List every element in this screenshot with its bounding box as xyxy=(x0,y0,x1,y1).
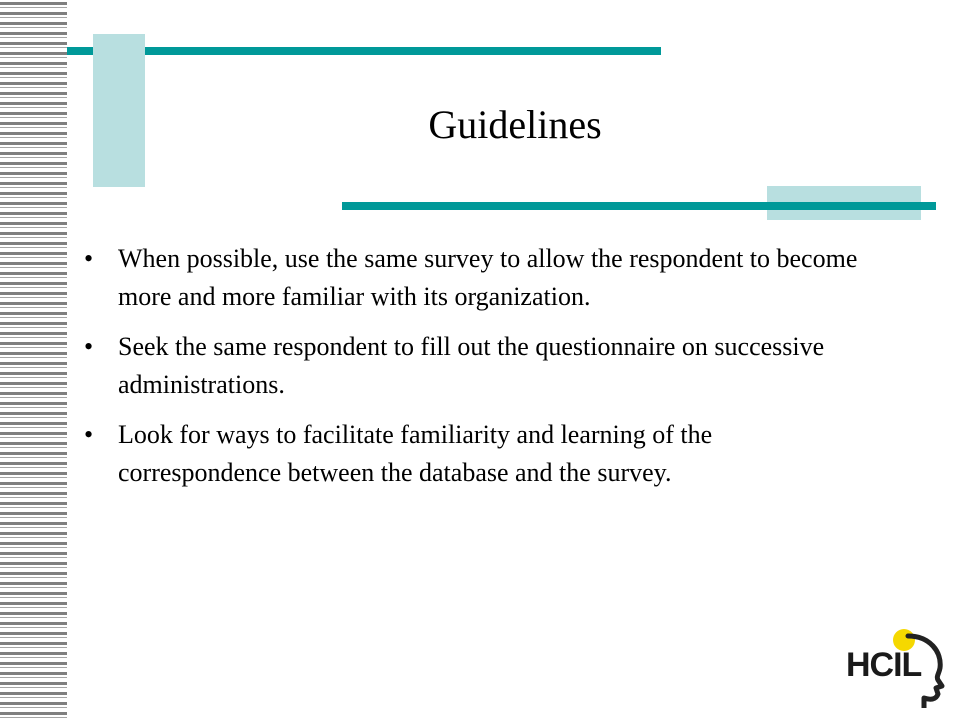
title-bottom-rule xyxy=(342,202,936,210)
title-accent-block xyxy=(93,34,145,187)
bullet-list xyxy=(84,240,864,504)
slide-title: Guidelines xyxy=(428,102,602,147)
title-top-rule xyxy=(67,47,661,55)
logo-text: HCIL xyxy=(846,646,922,684)
bullet-item xyxy=(84,240,864,316)
left-stripe-border xyxy=(0,0,70,720)
bullet-text: Look for ways to facilitate familiarity and learning of the correspondence between the database and the survey. xyxy=(118,420,713,487)
bullet-marker: • xyxy=(84,332,94,361)
hcil-logo xyxy=(846,628,946,708)
bullet-text: Seek the same respondent to fill out the questionnaire on successive administrations. xyxy=(118,332,825,399)
bullet-text: When possible, use the same survey to allow the respondent to become more and more familiar with its organization. xyxy=(118,244,858,311)
bullet-item xyxy=(84,416,864,492)
bullet-marker: • xyxy=(84,244,94,273)
bullet-marker: • xyxy=(84,420,94,449)
bullet-item xyxy=(84,328,864,404)
